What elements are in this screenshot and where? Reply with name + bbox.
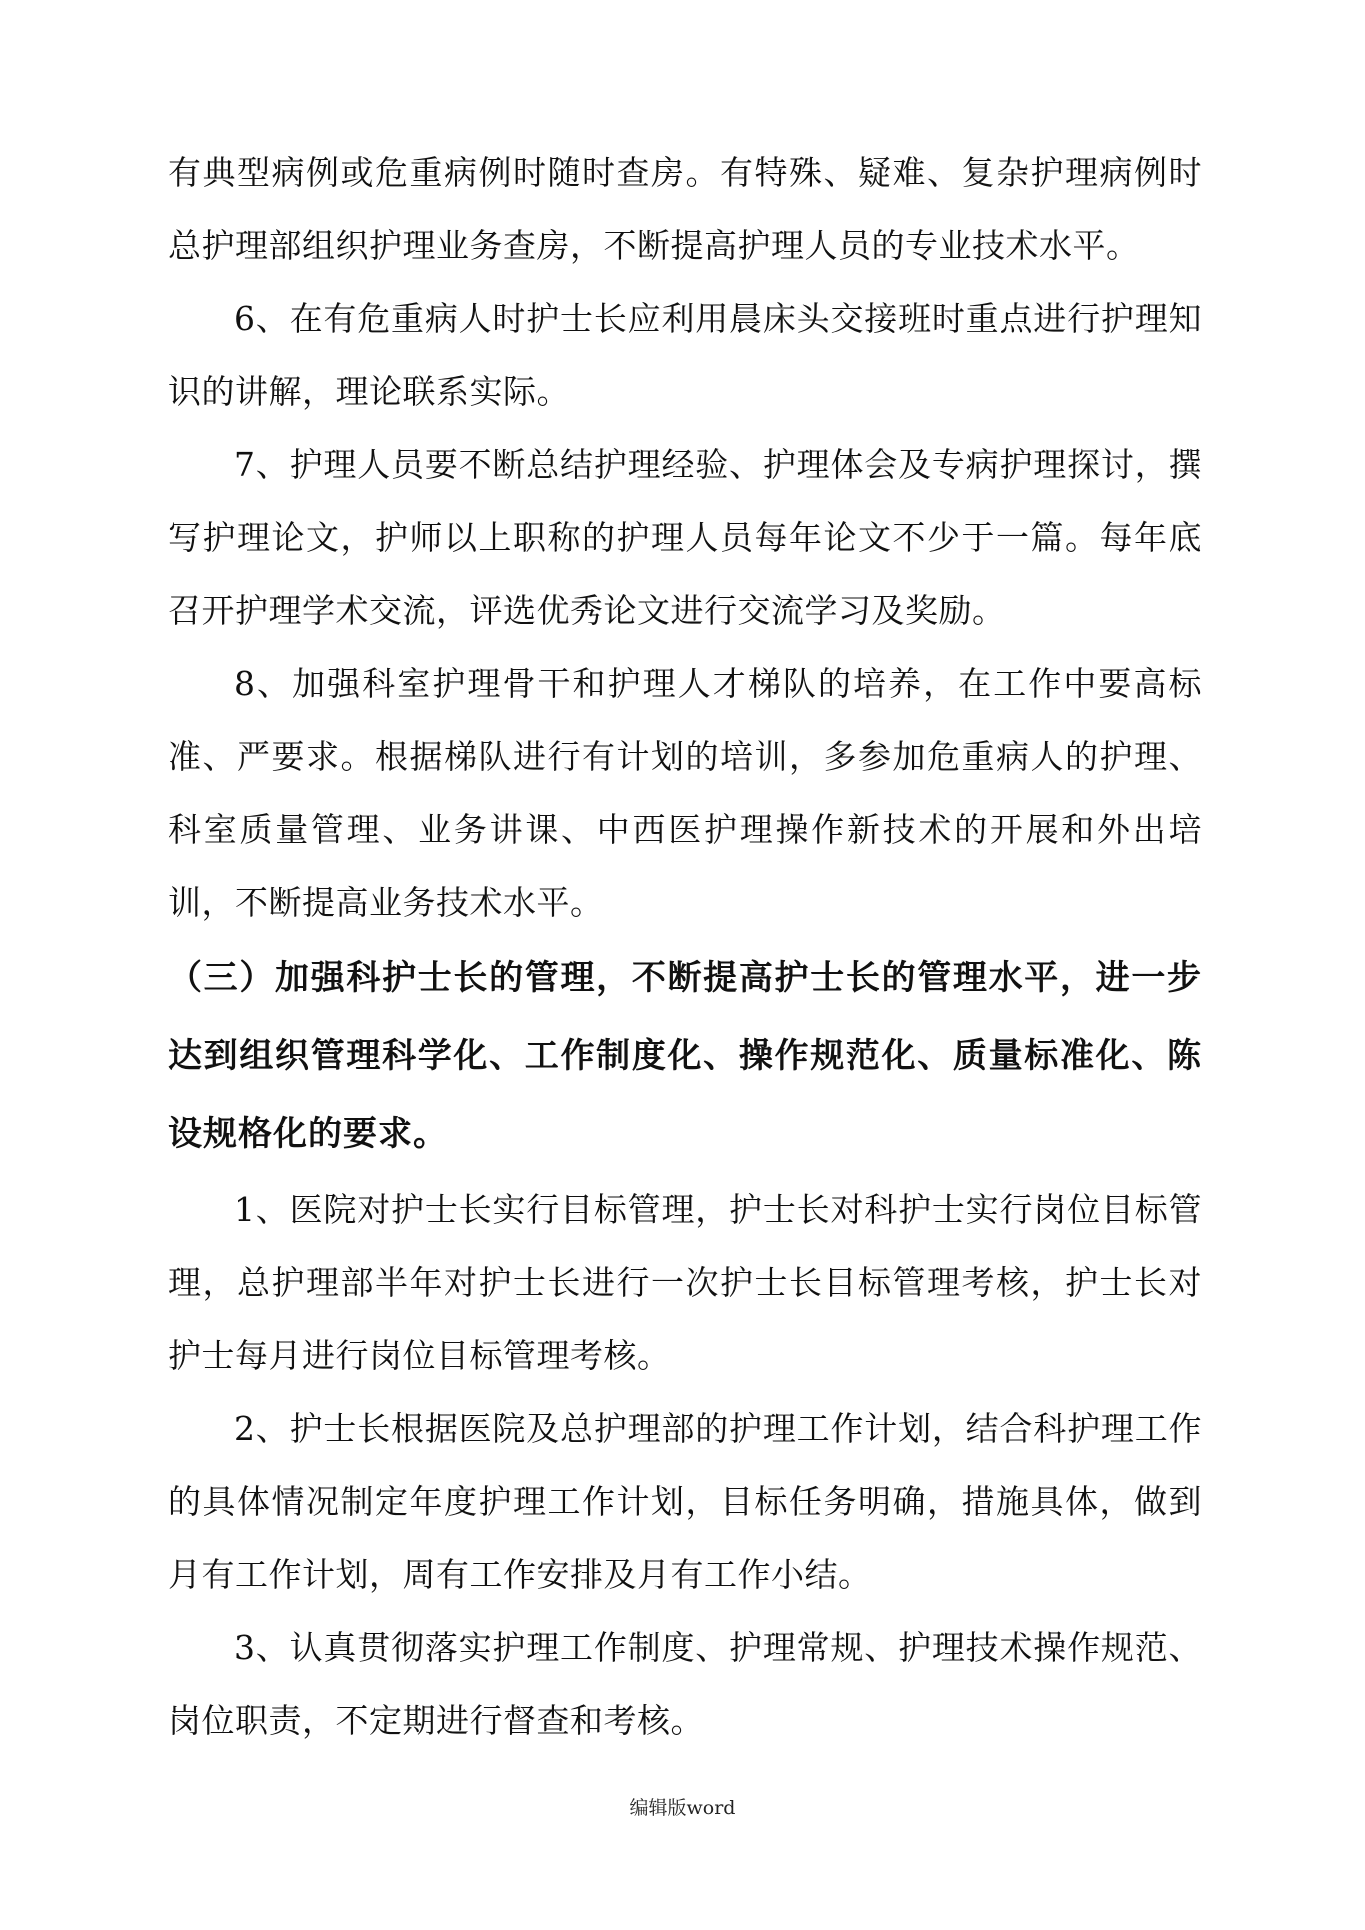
paragraph-section3-item-2: 2、护士长根据医院及总护理部的护理工作计划，结合科护理工作的具体情况制定年度护理工作计划，目标任务明确，措施具体，做到月有工作计划，周有工作安排及月有工作小结。 <box>168 1409 1202 1594</box>
paragraph-item-6: 6、在有危重病人时护士长应利用晨床头交接班时重点进行护理知识的讲解，理论联系实际。 <box>168 299 1202 411</box>
document-body <box>168 136 1202 1757</box>
paragraph-item-8: 8、加强科室护理骨干和护理人才梯队的培养，在工作中要高标准、严要求。根据梯队进行有计划的培训，多参加危重病人的护理、科室质量管理、业务讲课、中西医护理操作新技术的开展和外出培训，不断提高业务技术水平。 <box>168 664 1202 922</box>
paragraph-item-7: 7、护理人员要不断总结护理经验、护理体会及专病护理探讨，撰写护理论文，护师以上职称的护理人员每年论文不少于一篇。每年底召开护理学术交流，评选优秀论文进行交流学习及奖励。 <box>168 445 1202 630</box>
section-heading-3: （三）加强科护士长的管理，不断提高护士长的管理水平，进一步达到组织管理科学化、工作制度化、操作规范化、质量标准化、陈设规格化的要求。 <box>168 958 1202 1154</box>
page-footer: 编辑版word <box>629 1797 736 1819</box>
paragraph-section3-item-1: 1、医院对护士长实行目标管理，护士长对科护士实行岗位目标管理，总护理部半年对护士长进行一次护士长目标管理考核，护士长对护士每月进行岗位目标管理考核。 <box>168 1190 1202 1375</box>
paragraph-section3-item-3: 3、认真贯彻落实护理工作制度、护理常规、护理技术操作规范、岗位职责，不定期进行督查和考核。 <box>168 1628 1202 1740</box>
paragraph-continued: 有典型病例或危重病例时随时查房。有特殊、疑难、复杂护理病例时总护理部组织护理业务查房，不断提高护理人员的专业技术水平。 <box>168 153 1202 265</box>
